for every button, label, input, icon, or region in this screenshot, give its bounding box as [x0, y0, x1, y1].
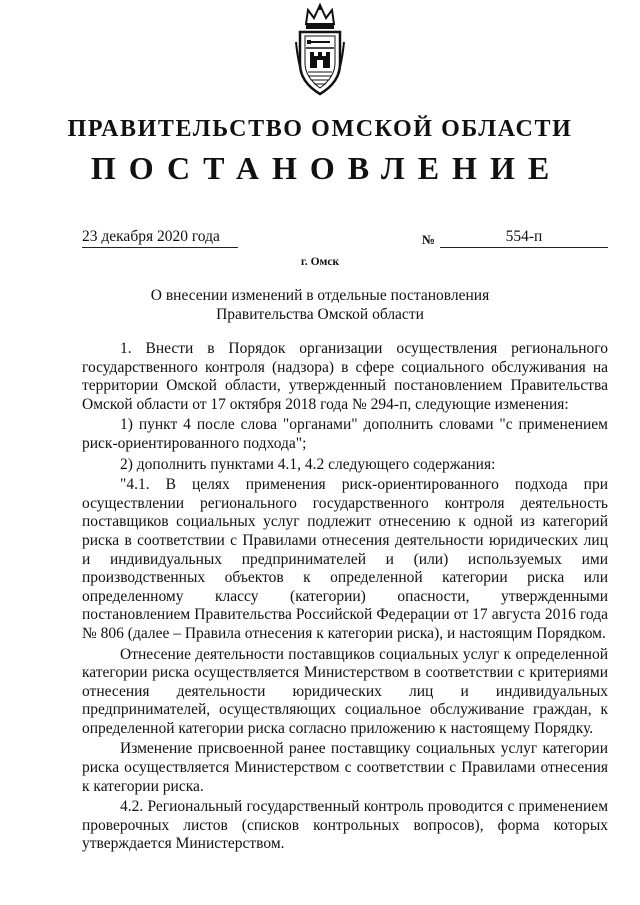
coat-of-arms-icon — [294, 2, 346, 98]
paragraph-subitem-2: 2) дополнить пунктами 4.1, 4.2 следующего содержания: — [120, 455, 496, 473]
paragraph-risk-change: Изменение присвоенной ранее поставщику социальных услуг категории риска осуществляется Министерством с соответствии с Правилами отнесения к категории риска. — [82, 740, 608, 795]
paragraph-clause-4-2: 4.2. Региональный государственный контроль проводится с применением проверочных листов (списков контрольных вопросов), форма которых утверждается Министерством. — [82, 798, 608, 853]
number-sign: № — [422, 232, 436, 247]
document-number: 554-п — [440, 226, 608, 248]
document-subject — [0, 286, 640, 324]
document-type-title: ПОСТАНОВЛЕНИЕ — [90, 150, 563, 186]
document-date: 23 декабря 2020 года — [82, 226, 238, 248]
paragraph-subitem-1: 1) пункт 4 после слова "органами" дополнить словами "с применением риск-ориентированного подхода"; — [82, 416, 608, 452]
paragraph-clause-4-1: "4.1. В целях применения риск-ориентированного подхода при осуществлении регионального государственного контроля деятельность поставщиков социальных услуг подлежит отнесению к одной из категорий риска в соответствии с Правилами отнесения деятельности юридических лиц и индивидуальных предпринимателей и (или) используемых ими производственных объектов к определенной категории риска или определенному классу (категории) опасности, утвержденными постановлением Правительства Российской Федерации от 17 августа 2016 года № 806 (далее – Правила отнесения к категории риска), и настоящим Порядком. — [82, 476, 608, 642]
paragraph-risk-assignment: Отнесение деятельности поставщиков социальных услуг к определенной категории риска осуществляется Министерством в соответствии с критериями отнесения деятельности юридических лиц и индивидуальных предпринимателей, осуществляющих социальное обслуживание граждан, к определенной категории риска согласно приложению к настоящему Порядку. — [82, 645, 608, 737]
paragraph-item-1: 1. Внести в Порядок организации осуществления регионального государственного контроля (надзора) в сфере социального обслуживания на территории Омской области, утвержденный постановлением Правительства Омской области от 17 октября 2018 года № 294-п, следующие изменения: — [82, 340, 608, 413]
subject-line-1: О внесении изменений в отдельные постановления — [150, 287, 490, 304]
document-body — [82, 340, 608, 854]
subject-line-2: Правительства Омской области — [216, 306, 424, 323]
city-name: г. Омск — [300, 256, 340, 268]
government-title: ПРАВИТЕЛЬСТВО ОМСКОЙ ОБЛАСТИ — [67, 116, 573, 142]
